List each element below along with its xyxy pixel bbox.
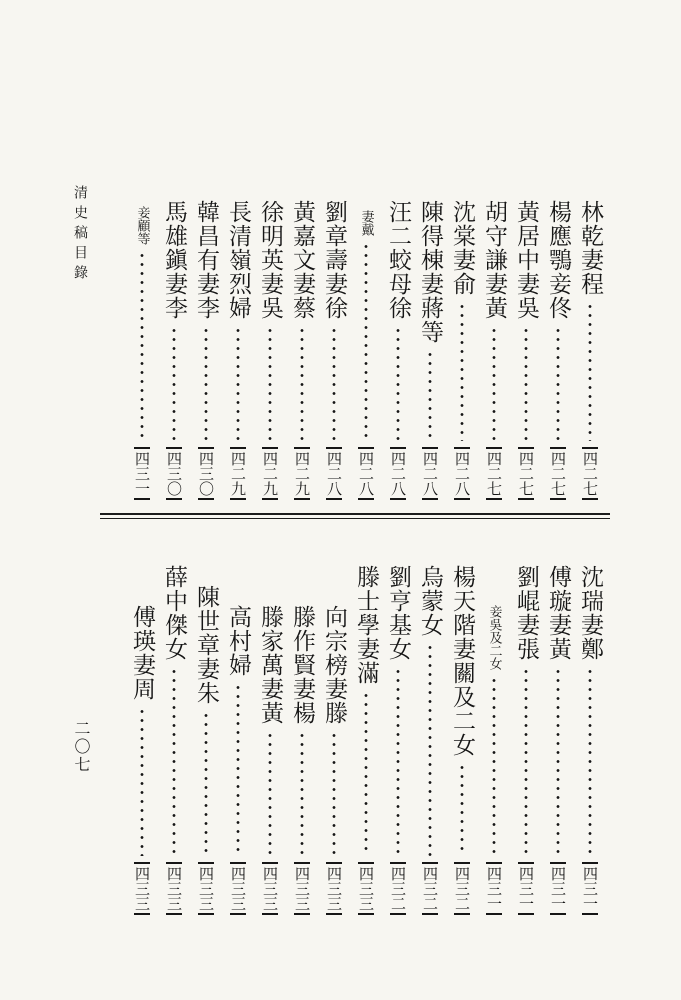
section-divider-thin [100, 518, 610, 519]
toc-entry[interactable] [511, 565, 541, 915]
entry-name: 沈棠妻俞 [449, 200, 475, 296]
leader-dots [268, 731, 272, 856]
entry-page: 四三一 [582, 862, 598, 915]
entry-page: 四二八 [358, 447, 374, 500]
toc-entry[interactable] [575, 200, 605, 500]
entry-name: 向宗榜妻滕 [321, 605, 347, 725]
entry-name: 楊應鶚妾佟 [545, 200, 571, 320]
entry-page: 四三二 [390, 862, 406, 915]
entry-name: 沈瑞妻鄭 [577, 565, 603, 661]
toc-entry[interactable] [223, 565, 253, 915]
leader-dots [428, 350, 432, 441]
entry-name: 胡守謙妻黃 [481, 200, 507, 320]
entry-name: 楊天階妻關及二女 [449, 565, 475, 757]
entry-name: 滕家萬妻黃 [257, 605, 283, 725]
leader-dots [396, 326, 400, 441]
leader-dots [332, 326, 336, 441]
leader-dots [556, 326, 560, 441]
toc-entry[interactable] [223, 200, 253, 500]
entry-page: 四二七 [486, 447, 502, 500]
leader-dots [236, 683, 240, 856]
entry-name: 薛中傑女 [161, 565, 187, 661]
entry-name: 陳世章妻朱 [193, 585, 219, 705]
entry-name: 傅璇妻黃 [545, 565, 571, 661]
entry-page: 四三三 [166, 862, 182, 915]
leader-dots [236, 326, 240, 441]
entry-name: 傅瑛妻周 [129, 605, 155, 701]
entry-name: 黃居中妻吳 [513, 200, 539, 320]
entry-name: 長清嶺烈婦 [225, 200, 251, 320]
entry-page: 四三〇 [198, 447, 214, 500]
entry-name: 滕作賢妻楊 [289, 605, 315, 725]
leader-dots [140, 707, 144, 856]
section-divider [100, 513, 610, 515]
leader-dots [588, 302, 592, 441]
leader-dots [364, 691, 368, 856]
entry-name: 妾顧等 [134, 206, 150, 245]
leader-dots [460, 302, 464, 441]
leader-dots [204, 711, 208, 856]
entry-name: 妻戴 [358, 210, 374, 236]
entry-name: 劉章壽妻徐 [321, 200, 347, 320]
leader-dots [524, 667, 528, 856]
toc-entry[interactable] [287, 565, 317, 915]
toc-entry[interactable] [447, 565, 477, 915]
leader-dots [428, 643, 432, 856]
toc-entry[interactable] [479, 565, 509, 915]
leader-dots [492, 326, 496, 441]
entry-page: 四二七 [518, 447, 534, 500]
leader-dots [300, 326, 304, 441]
leader-dots [588, 667, 592, 856]
toc-entry[interactable] [351, 200, 381, 500]
toc-entry[interactable] [127, 200, 157, 500]
toc-entry[interactable] [255, 565, 285, 915]
toc-entry[interactable] [319, 565, 349, 915]
toc-entry[interactable] [543, 200, 573, 500]
entry-page: 四三一 [134, 447, 150, 500]
entry-name: 黃嘉文妻蔡 [289, 200, 315, 320]
entry-name: 陳得棟妻蔣等 [417, 200, 443, 344]
entry-page: 四三三 [326, 862, 342, 915]
entry-name: 韓昌有妻李 [193, 200, 219, 320]
toc-entry[interactable] [351, 565, 381, 915]
entry-page: 四三二 [454, 862, 470, 915]
entry-page: 四三一 [518, 862, 534, 915]
toc-entry[interactable] [575, 565, 605, 915]
entry-page: 四三二 [422, 862, 438, 915]
entry-page: 四二八 [326, 447, 342, 500]
entry-page: 四三三 [294, 862, 310, 915]
leader-dots [172, 326, 176, 441]
leader-dots [204, 326, 208, 441]
toc-entry[interactable] [255, 200, 285, 500]
entry-page: 四二九 [294, 447, 310, 500]
entry-name: 馬雄鎭妻李 [161, 200, 187, 320]
toc-entry[interactable] [383, 565, 413, 915]
toc-entry[interactable] [511, 200, 541, 500]
toc-entry[interactable] [159, 200, 189, 500]
entry-page: 四三三 [198, 862, 214, 915]
book-header: 清史稿目錄 [72, 185, 88, 285]
leader-dots [524, 326, 528, 441]
toc-entry[interactable] [159, 565, 189, 915]
entry-page: 四二八 [422, 447, 438, 500]
entry-name: 劉崐妻張 [513, 565, 539, 661]
leader-dots [492, 676, 496, 856]
leader-dots [140, 251, 144, 441]
toc-entry[interactable] [415, 565, 445, 915]
entry-name: 烏蒙女 [417, 565, 443, 637]
bottom-half-toc [55, 565, 605, 915]
toc-entry[interactable] [383, 200, 413, 500]
toc-entry[interactable] [287, 200, 317, 500]
entry-name: 妾吳及二女 [486, 605, 502, 670]
entry-page: 四二七 [582, 447, 598, 500]
entry-page: 四三三 [230, 862, 246, 915]
entry-page: 四二八 [454, 447, 470, 500]
entry-page: 四三三 [358, 862, 374, 915]
toc-entry[interactable] [319, 200, 349, 500]
leader-dots [396, 667, 400, 856]
leader-dots [556, 667, 560, 856]
toc-entry[interactable] [543, 565, 573, 915]
entry-page: 四三一 [550, 862, 566, 915]
leader-dots [300, 731, 304, 856]
entry-name: 徐明英妻吳 [257, 200, 283, 320]
entry-name: 林乾妻程 [577, 200, 603, 296]
entry-page: 四二九 [262, 447, 278, 500]
leader-dots [172, 667, 176, 856]
entry-page: 四三三 [134, 862, 150, 915]
entry-page: 四二八 [390, 447, 406, 500]
entry-page: 四三三 [262, 862, 278, 915]
entry-page: 四二七 [550, 447, 566, 500]
entry-name: 汪二蛟母徐 [385, 200, 411, 320]
entry-name: 劉亨基女 [385, 565, 411, 661]
top-half-toc [55, 200, 605, 500]
page-folio: 二〇七 [72, 720, 91, 774]
leader-dots [268, 326, 272, 441]
toc-entry[interactable] [415, 200, 445, 500]
leader-dots [332, 731, 336, 856]
toc-entry[interactable] [191, 200, 221, 500]
entry-page: 四三一 [486, 862, 502, 915]
entry-page: 四三〇 [166, 447, 182, 500]
leader-dots [364, 242, 368, 441]
leader-dots [460, 763, 464, 856]
entry-page: 四二九 [230, 447, 246, 500]
toc-entry[interactable] [479, 200, 509, 500]
toc-entry[interactable] [127, 565, 157, 915]
toc-entry[interactable] [191, 565, 221, 915]
entry-name: 高村婦 [225, 605, 251, 677]
toc-entry[interactable] [447, 200, 477, 500]
entry-name: 滕士學妻滿 [353, 565, 379, 685]
